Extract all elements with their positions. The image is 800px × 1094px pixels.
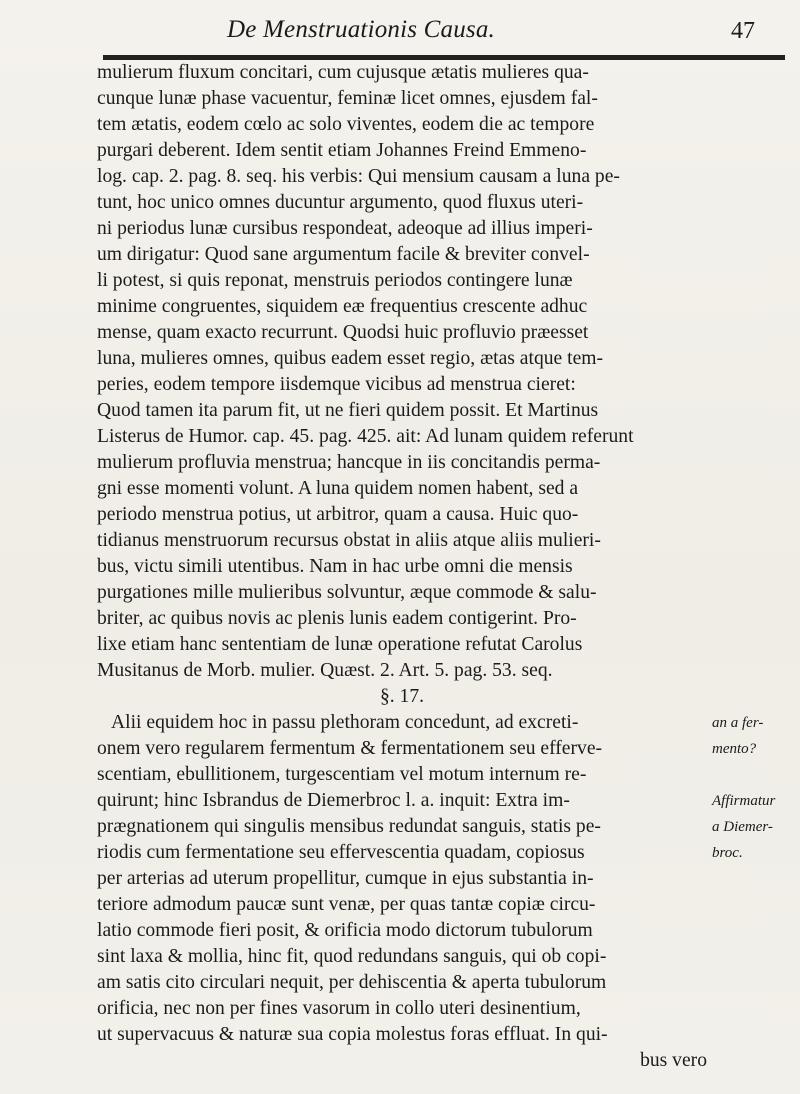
- text-line: mense, quam exacto recurrunt. Quodsi huic profluvio præesset: [97, 322, 589, 343]
- text-line: li potest, si quis reponat, menstruis periodos contingere lunæ: [97, 270, 573, 291]
- text-line: mulierum fluxum concitari, cum cujusque ætatis mulieres qua-: [97, 62, 589, 83]
- section-number: §. 17.: [379, 686, 425, 707]
- text-line: mulierum profluvia menstrua; hancque in iis concitandis perma-: [97, 452, 601, 473]
- text-line: purgari deberent. Idem sentit etiam Johannes Freind Emmeno-: [97, 140, 587, 161]
- text-line: gni esse momenti volunt. A luna quidem nomen habent, sed a: [97, 478, 579, 499]
- text-line: cunque lunæ phase vacuentur, feminæ licet omnes, ejusdem fal-: [97, 88, 598, 109]
- text-line: log. cap. 2. pag. 8. seq. his verbis: Qui mensium causam a luna pe-: [97, 166, 620, 187]
- margin-note: broc.: [712, 845, 743, 861]
- text-line: scentiam, ebullitionem, turgescentiam vel motum internum re-: [97, 764, 587, 785]
- text-line: peries, eodem tempore iisdemque vicibus ad menstrua cieret:: [97, 374, 576, 395]
- page-header: [95, 16, 785, 56]
- page-number: 47: [731, 18, 755, 44]
- body-text: [97, 60, 707, 1074]
- running-title: De Menstruationis Causa.: [227, 16, 495, 43]
- text-line: am satis cito circulari nequit, per dehiscentia & aperta tubulorum: [97, 972, 607, 993]
- margin-note: Affirmatur: [712, 793, 776, 809]
- text-line: latio commode fieri posit, & orificia modo dictorum tubulorum: [97, 920, 593, 941]
- text-line: purgationes mille mulieribus solvuntur, æque commode & salu-: [97, 582, 597, 603]
- margin-note: mento?: [712, 741, 757, 757]
- catchword: bus vero: [640, 1050, 707, 1071]
- text-line: um dirigatur: Quod sane argumentum facile & breviter convel-: [97, 244, 590, 265]
- text-line: sint laxa & mollia, hinc fit, quod redundans sanguis, qui ob copi-: [97, 946, 607, 967]
- text-line: Quod tamen ita parum fit, ut ne fieri quidem possit. Et Martinus: [97, 400, 599, 421]
- text-line: orificia, nec non per fines vasorum in collo uteri desinentium,: [97, 998, 581, 1019]
- text-line: ni periodus lunæ cursibus respondeat, adeoque ad illius imperi-: [97, 218, 593, 239]
- text-line: luna, mulieres omnes, quibus eadem esset regio, ætas atque tem-: [97, 348, 604, 369]
- margin-note: an a fer-: [712, 715, 764, 731]
- text-line: tunt, hoc unico omnes ducuntur argumento, quod fluxus uteri-: [97, 192, 584, 213]
- text-line: tem ætatis, eodem cœlo ac solo viventes, eodem die ac tempore: [97, 114, 595, 135]
- text-line: per arterias ad uterum propellitur, cumque in ejus substantia in-: [97, 868, 594, 889]
- margin-note: a Diemer-: [712, 819, 773, 835]
- text-line: teriore admodum paucæ sunt venæ, per quas tantæ copiæ circu-: [97, 894, 596, 915]
- text-line: Listerus de Humor. cap. 45. pag. 425. ait: Ad lunam quidem referunt: [97, 426, 634, 447]
- text-line: riodis cum fermentatione seu effervescentia quadam, copiosus: [97, 842, 585, 863]
- text-line: lixe etiam hanc sententiam de lunæ operatione refutat Carolus: [97, 634, 583, 655]
- text-line: tidianus menstruorum recursus obstat in aliis atque aliis mulieri-: [97, 530, 601, 551]
- text-line: quirunt; hinc Isbrandus de Diemerbroc l. a. inquit: Extra im-: [97, 790, 570, 811]
- text-line: bus, victu simili utentibus. Nam in hac urbe omni die mensis: [97, 556, 573, 577]
- text-line: onem vero regularem fermentum & fermentationem seu efferve-: [97, 738, 603, 759]
- text-line: Alii equidem hoc in passu plethoram concedunt, ad excreti-: [111, 712, 579, 733]
- text-line: briter, ac quibus novis ac plenis lunis eadem contigerint. Pro-: [97, 608, 577, 629]
- text-line: periodo menstrua potius, ut arbitror, quam a causa. Huic quo-: [97, 504, 579, 525]
- text-line: Musitanus de Morb. mulier. Quæst. 2. Art. 5. pag. 53. seq.: [97, 660, 553, 681]
- text-line: minime congruentes, siquidem eæ frequentius crescente adhuc: [97, 296, 588, 317]
- text-line: prægnationem qui singulis mensibus redundat sanguis, statis pe-: [97, 816, 601, 837]
- text-line: ut supervacuus & naturæ sua copia molestus foras effluat. In qui-: [97, 1024, 608, 1045]
